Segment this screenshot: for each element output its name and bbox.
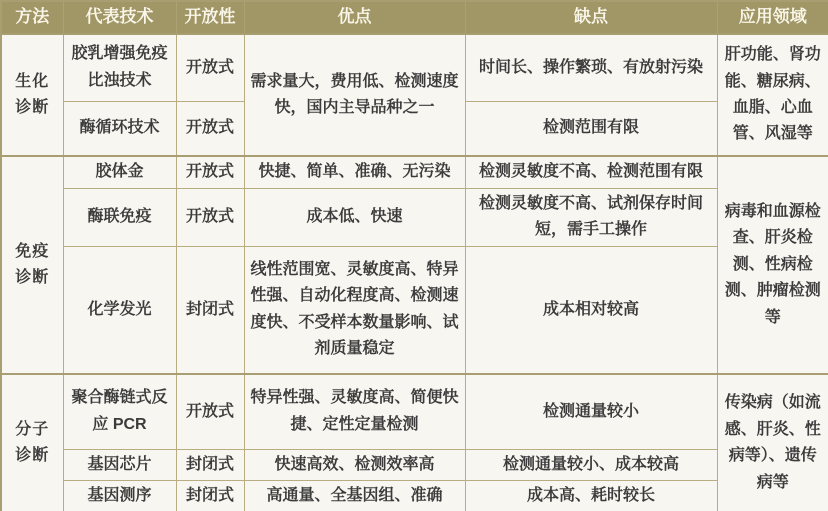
pros-cell: 成本低、快速 <box>244 188 465 246</box>
pros-cell: 快速高效、检测效率高 <box>244 449 465 480</box>
column-header-cons: 缺点 <box>465 1 717 34</box>
column-header-method: 方法 <box>1 1 63 34</box>
openness-cell: 开放式 <box>176 156 244 188</box>
table-row <box>1 246 828 374</box>
pros-cell: 特异性强、灵敏度高、简便快捷、定性定量检测 <box>244 374 465 449</box>
cons-cell: 检测灵敏度不高、检测范围有限 <box>465 156 717 188</box>
openness-cell: 开放式 <box>176 34 244 101</box>
openness-cell: 开放式 <box>176 188 244 246</box>
column-header-openness: 开放性 <box>176 1 244 34</box>
table-row <box>1 156 828 188</box>
column-header-pros: 优点 <box>244 1 465 34</box>
openness-cell: 封闭式 <box>176 246 244 374</box>
application-cell: 肝功能、肾功能、糖尿病、血脂、心血管、风湿等 <box>717 34 828 156</box>
tech-cell: 胶体金 <box>63 156 176 188</box>
tech-cell: 酶循环技术 <box>63 101 176 156</box>
tech-cell: 酶联免疫 <box>63 188 176 246</box>
table-row <box>1 34 828 101</box>
cons-cell: 检测范围有限 <box>465 101 717 156</box>
pros-cell: 线性范围宽、灵敏度高、特异性强、自动化程度高、检测速度快、不受样本数量影响、试剂质量稳定 <box>244 246 465 374</box>
tech-cell: 胶乳增强免疫比浊技术 <box>63 34 176 101</box>
openness-cell: 开放式 <box>176 374 244 449</box>
column-header-application: 应用领域 <box>717 1 828 34</box>
table-row <box>1 480 828 511</box>
cons-cell: 成本高、耗时较长 <box>465 480 717 511</box>
openness-cell: 封闭式 <box>176 480 244 511</box>
pros-cell: 需求量大，费用低、检测速度快，国内主导品种之一 <box>244 34 465 156</box>
pros-cell: 快捷、简单、准确、无污染 <box>244 156 465 188</box>
header-row <box>1 1 828 34</box>
tech-cell: 基因芯片 <box>63 449 176 480</box>
method-cell-molecular: 分子诊断 <box>1 374 63 511</box>
method-cell-immunological: 免疫诊断 <box>1 156 63 374</box>
table-row <box>1 449 828 480</box>
cons-cell: 时间长、操作繁琐、有放射污染 <box>465 34 717 101</box>
openness-cell: 封闭式 <box>176 449 244 480</box>
cons-cell: 检测灵敏度不高、试剂保存时间短，需手工操作 <box>465 188 717 246</box>
tech-cell: 基因测序 <box>63 480 176 511</box>
table-row <box>1 188 828 246</box>
tech-cell: 化学发光 <box>63 246 176 374</box>
pros-cell: 高通量、全基因组、准确 <box>244 480 465 511</box>
cons-cell: 成本相对较高 <box>465 246 717 374</box>
cons-cell: 检测通量较小 <box>465 374 717 449</box>
method-cell-biochemical: 生化诊断 <box>1 34 63 156</box>
column-header-technology: 代表技术 <box>63 1 176 34</box>
openness-cell: 开放式 <box>176 101 244 156</box>
tech-cell: 聚合酶链式反应 PCR <box>63 374 176 449</box>
application-cell: 病毒和血源检查、肝炎检测、性病检测、肿瘤检测等 <box>717 156 828 374</box>
application-cell: 传染病（如流感、肝炎、性病等）、遗传病等 <box>717 374 828 511</box>
table-row <box>1 374 828 449</box>
cons-cell: 检测通量较小、成本较高 <box>465 449 717 480</box>
